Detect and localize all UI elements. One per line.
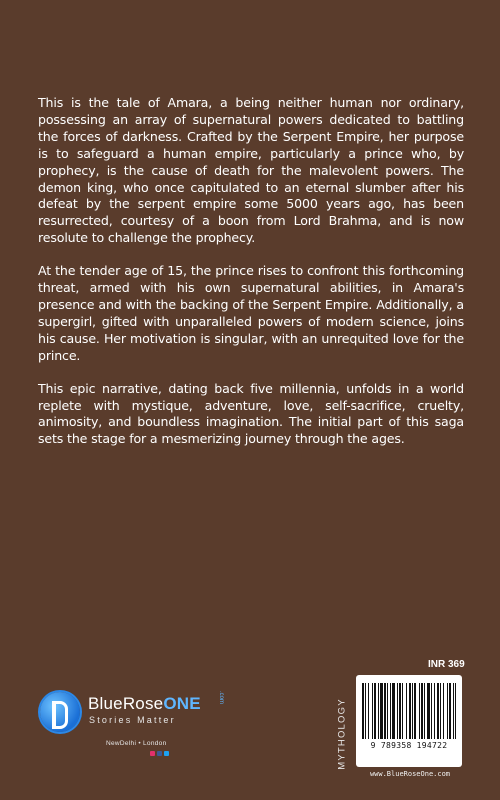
barcode-bar [434,683,435,739]
barcode-bar [424,683,425,739]
barcode-bar [427,683,430,739]
barcode-bar [402,683,403,739]
blurb-paragraph-2: At the tender age of 15, the prince rises to confront this forthcoming threat, armed with his own supernatural abilities, in Amara's presence and with the backing of the Serpent Empire. Additionally, a supergirl, gifted with unparalleled powers of modern science, joins his cause. Her motivation is singular, with an unrequited love for the prince. [38,263,464,363]
barcode-bar [414,683,416,739]
publisher-logo [40,688,224,760]
barcode-bar [380,683,383,739]
barcode-bar [443,683,444,739]
barcode-bar [362,683,364,739]
barcode-bar [447,683,448,739]
back-cover-blurb [38,95,464,464]
publisher-name-part2: ONE [163,694,201,713]
barcode-bar [419,683,420,739]
genre-label [336,690,348,778]
barcode-bar [455,683,456,739]
barcode-bar [387,683,388,739]
isbn-barcode [356,675,462,767]
publisher-emblem-icon [40,692,80,732]
blurb-paragraph-1: This is the tale of Amara, a being neither human nor ordinary, possessing an array of supernatural powers dedicated to battling the forces of darkness. Crafted by the Serpent Empire, her purpose is to safeguard a human empire, particularly a prince who, by prophecy, is the cause of death for the malevolent powers. The demon king, who once capitulated to an eternal slumber after his defeat by the serpent empire some 5000 years ago, has been resurrected, courtesy of a boon from Lord Brahma, and is now resolute to challenge the prophecy. [38,95,464,246]
barcode-bar [392,683,395,739]
barcode-bar [431,683,432,739]
facebook-icon [157,751,162,756]
barcode-bar [390,683,391,739]
barcode-bar [374,683,376,739]
genre-text: MYTHOLOGY [336,698,348,770]
publisher-name [88,694,201,714]
barcode-bar [453,683,454,739]
barcode-bar [406,683,407,739]
letter-b-icon [52,701,68,729]
twitter-icon [164,751,169,756]
barcode-bars [362,683,456,739]
barcode-bar [399,683,401,739]
barcode-bar [437,683,439,739]
publisher-name-part1: BlueRose [88,694,164,713]
barcode-bar [378,683,379,739]
barcode-bar [372,683,373,739]
publisher-dotcom: .com [218,691,224,705]
price-label: INR 369 [428,659,465,670]
barcode-bar [384,683,386,739]
barcode-bar [397,683,398,739]
barcode-bar [409,683,411,739]
barcode-bar [421,683,423,739]
barcode-bar [368,683,369,739]
instagram-icon [150,751,155,756]
publisher-website: www.BlueRoseOne.com [369,770,451,778]
social-icons [150,751,169,756]
barcode-bar [449,683,451,739]
isbn-number: 9 789358 194722 [370,741,448,750]
barcode-bar [440,683,441,739]
publisher-cities: NewDelhi • London [106,740,167,747]
barcode-bar [365,683,366,739]
barcode-bar [412,683,413,739]
blurb-paragraph-3: This epic narrative, dating back five millennia, unfolds in a world replete with mystique, adventure, love, self-sacrifice, cruelty, animosity, and boundless imagination. The initial part of this saga sets the stage for a mesmerizing journey through the ages. [38,380,464,447]
publisher-tagline: Stories Matter [89,715,176,725]
